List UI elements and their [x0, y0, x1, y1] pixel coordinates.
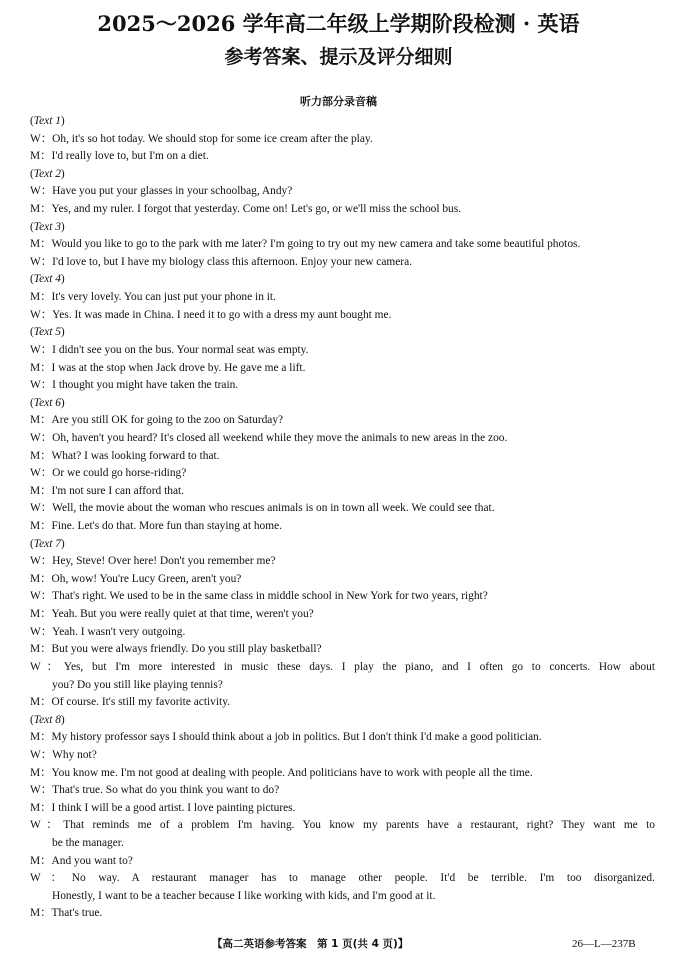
dialogue-text: Have you put your glasses in your schoolbag, Andy?	[52, 185, 293, 198]
dialogue-line	[30, 800, 655, 818]
speaker-label: M	[30, 520, 41, 533]
footer-code: 26—L—237B	[572, 938, 636, 950]
speaker-label: W	[30, 590, 41, 603]
dialogue-line	[30, 307, 655, 325]
speaker-colon: ：	[40, 255, 53, 268]
speaker-colon: ：	[40, 731, 52, 744]
dialogue-line	[30, 430, 655, 448]
speaker-label: W	[30, 308, 41, 321]
speaker-colon: ：	[40, 696, 52, 709]
dialogue-line	[30, 765, 655, 783]
text-label	[30, 324, 655, 342]
dialogue-text: I'd really love to, but I'm on a diet.	[51, 150, 209, 163]
speaker-colon: ：	[40, 643, 52, 656]
speaker-colon: ：	[40, 872, 72, 885]
speaker-label: W	[30, 872, 41, 885]
speaker-colon: ：	[40, 150, 52, 163]
listening-transcript	[30, 113, 655, 923]
dialogue-line	[30, 360, 655, 378]
dialogue-line	[30, 747, 655, 765]
text-label-name: Text 3	[33, 220, 61, 233]
open-paren: (	[30, 220, 34, 233]
close-paren: )	[60, 326, 65, 339]
speaker-label: M	[30, 907, 41, 920]
dialogue-text: Fine. Let's do that. More fun than staying at home.	[51, 520, 283, 533]
dialogue-line	[30, 289, 655, 307]
dialogue-line	[30, 659, 655, 677]
dialogue-text: No way. A restaurant manager has to manage other people. It'd be terrible. I'm too disorganized.	[71, 872, 655, 885]
text-label	[30, 271, 655, 289]
text-label-name: Text 4	[33, 273, 61, 286]
open-paren: (	[30, 713, 34, 726]
speaker-label: W	[30, 748, 41, 761]
speaker-label: W	[30, 784, 41, 797]
text-label-name: Text 6	[33, 396, 61, 409]
speaker-label: M	[30, 203, 41, 216]
open-paren: (	[30, 396, 34, 409]
speaker-colon: ：	[40, 555, 53, 568]
speaker-label: W	[30, 819, 41, 832]
speaker-label: M	[30, 766, 41, 779]
dialogue-text: That's true.	[51, 907, 103, 920]
speaker-colon: ：	[40, 766, 52, 779]
speaker-label: M	[30, 484, 41, 497]
dialogue-line	[30, 448, 655, 466]
dialogue-text: I'd love to, but I have my biology class this afternoon. Enjoy your new camera.	[52, 255, 412, 268]
dialogue-continuation: Honestly, I want to be a teacher because I like working with kids, and I'm good at it.	[52, 889, 436, 902]
dialogue-continuation: be the manager.	[52, 836, 124, 849]
speaker-label: W	[30, 555, 41, 568]
dialogue-line	[30, 500, 655, 518]
dialogue-text: Hey, Steve! Over here! Don't you remember me?	[52, 555, 276, 568]
speaker-label: W	[30, 625, 41, 638]
open-paren: (	[30, 273, 34, 286]
dialogue-text: You know me. I'm not good at dealing with people. And politicians have to work with people all the time.	[51, 766, 533, 779]
close-paren: )	[60, 220, 65, 233]
dialogue-text: I was at the stop when Jack drove by. He gave me a lift.	[51, 361, 306, 374]
dialogue-text: I'm not sure I can afford that.	[51, 484, 185, 497]
dialogue-text: Would you like to go to the park with me later? I'm going to try out my new camera and take some beautiful photos.	[51, 238, 581, 251]
speaker-colon: ：	[40, 467, 53, 480]
speaker-label: W	[30, 502, 41, 515]
speaker-colon: ：	[40, 748, 53, 761]
speaker-colon: ：	[40, 907, 52, 920]
speaker-colon: ：	[40, 502, 53, 515]
dialogue-text: Yes, but I'm more interested in music these days. I play the piano, and I often go to concerts. How about	[63, 660, 655, 673]
dialogue-line	[30, 729, 655, 747]
dialogue-text: Oh, wow! You're Lucy Green, aren't you?	[51, 572, 242, 585]
speaker-label: M	[30, 150, 41, 163]
speaker-label: M	[30, 608, 41, 621]
dialogue-line	[30, 183, 655, 201]
speaker-label: M	[30, 731, 41, 744]
dialogue-text: Yeah. But you were really quiet at that time, weren't you?	[51, 608, 314, 621]
text-label-name: Text 8	[33, 713, 61, 726]
speaker-colon: ：	[40, 854, 52, 867]
speaker-colon: ：	[40, 608, 52, 621]
dialogue-text: Why not?	[52, 748, 97, 761]
document-subtitle: 参考答案、提示及评分细则	[224, 46, 453, 68]
speaker-colon: ：	[40, 132, 53, 145]
speaker-colon: ：	[40, 520, 52, 533]
close-paren: )	[60, 396, 65, 409]
speaker-colon: ：	[40, 784, 53, 797]
speaker-colon: ：	[40, 590, 53, 603]
dialogue-text: Yeah. I wasn't very outgoing.	[52, 625, 186, 638]
open-paren: (	[30, 326, 34, 339]
speaker-colon: ：	[40, 308, 53, 321]
speaker-colon: ：	[40, 361, 52, 374]
page-footer	[0, 936, 677, 952]
dialogue-text: That's right. We used to be in the same class in middle school in New York for two years, right?	[52, 590, 488, 603]
text-label	[30, 712, 655, 730]
dialogue-text: It's very lovely. You can just put your phone in it.	[51, 291, 276, 304]
dialogue-text: Yes. It was made in China. I need it to go with a dress my aunt bought me.	[52, 308, 392, 321]
speaker-label: M	[30, 801, 41, 814]
speaker-label: W	[30, 132, 41, 145]
text-label	[30, 113, 655, 131]
speaker-colon: ：	[40, 449, 52, 462]
close-paren: )	[60, 115, 65, 127]
speaker-colon: ：	[40, 819, 64, 832]
dialogue-line	[30, 905, 655, 923]
dialogue-text: That's true. So what do you think you want to do?	[52, 784, 280, 797]
dialogue-text: Well, the movie about the woman who rescues animals is on in town all week. We could see that.	[52, 502, 495, 515]
speaker-colon: ：	[40, 203, 52, 216]
dialogue-text: Of course. It's still my favorite activity.	[51, 696, 231, 709]
speaker-label: M	[30, 449, 41, 462]
speaker-colon: ：	[40, 625, 53, 638]
dialogue-line	[30, 641, 655, 659]
speaker-label: M	[30, 361, 41, 374]
dialogue-continuation: you? Do you still like playing tennis?	[52, 678, 223, 691]
speaker-colon: ：	[40, 379, 53, 392]
text-label	[30, 166, 655, 184]
text-label	[30, 536, 655, 554]
dialogue-line	[30, 148, 655, 166]
dialogue-text: What? I was looking forward to that.	[51, 449, 220, 462]
speaker-label: M	[30, 572, 41, 585]
speaker-label: W	[30, 255, 41, 268]
dialogue-line	[30, 571, 655, 589]
dialogue-text: Oh, it's so hot today. We should stop for some ice cream after the play.	[52, 132, 373, 145]
dialogue-line	[30, 465, 655, 483]
speaker-label: W	[30, 343, 41, 356]
speaker-colon: ：	[40, 484, 52, 497]
dialogue-line	[30, 870, 655, 888]
dialogue-text: But you were always friendly. Do you still play basketball?	[51, 643, 322, 656]
close-paren: )	[60, 713, 65, 726]
close-paren: )	[60, 167, 65, 180]
speaker-colon: ：	[40, 291, 52, 304]
speaker-label: M	[30, 238, 41, 251]
dialogue-text: I didn't see you on the bus. Your normal seat was empty.	[52, 343, 309, 356]
dialogue-line	[30, 377, 655, 395]
speaker-colon: ：	[40, 185, 53, 198]
open-paren: (	[30, 167, 34, 180]
speaker-colon: ：	[40, 572, 52, 585]
speaker-label: M	[30, 291, 41, 304]
dialogue-line	[30, 853, 655, 871]
text-label-name: Text 5	[33, 326, 61, 339]
text-label	[30, 395, 655, 413]
footer-page-info: 【高二英语参考答案 第 1 页(共 4 页)】	[212, 938, 409, 950]
text-label	[30, 219, 655, 237]
section-title: 听力部分录音稿	[300, 95, 377, 108]
dialogue-text: That reminds me of a problem I'm having. You know my parents have a restaurant, right? They want me to	[63, 819, 655, 832]
dialogue-text: And you want to?	[51, 854, 133, 867]
text-label-name: Text 1	[33, 115, 61, 127]
close-paren: )	[60, 537, 65, 550]
dialogue-line	[30, 606, 655, 624]
speaker-label: W	[30, 185, 41, 198]
dialogue-line	[30, 588, 655, 606]
speaker-label: M	[30, 854, 41, 867]
dialogue-line	[30, 201, 655, 219]
speaker-label: M	[30, 414, 41, 427]
speaker-colon: ：	[40, 238, 52, 251]
close-paren: )	[60, 273, 65, 286]
speaker-colon: ：	[40, 660, 64, 673]
text-label-name: Text 2	[33, 167, 61, 180]
dialogue-text: I think I will be a good artist. I love painting pictures.	[51, 801, 296, 814]
dialogue-text: Are you still OK for going to the zoo on Saturday?	[51, 414, 284, 427]
dialogue-line	[30, 518, 655, 536]
dialogue-line	[30, 553, 655, 571]
dialogue-line	[30, 412, 655, 430]
dialogue-text: My history professor says I should think about a job in politics. But I don't think I'd make a good politician.	[51, 731, 542, 744]
document-title: 2025～2026 学年高二年级上学期阶段检测 · 英语	[97, 11, 580, 36]
dialogue-line	[30, 624, 655, 642]
dialogue-line	[30, 817, 655, 835]
text-label-name: Text 7	[33, 537, 61, 550]
speaker-colon: ：	[40, 431, 53, 444]
dialogue-text: I thought you might have taken the train.	[52, 379, 239, 392]
speaker-label: W	[30, 379, 41, 392]
speaker-colon: ：	[40, 801, 52, 814]
dialogue-line	[30, 254, 655, 272]
dialogue-line	[30, 131, 655, 149]
dialogue-text: Yes, and my ruler. I forgot that yesterday. Come on! Let's go, or we'll miss the school bus.	[51, 203, 462, 216]
open-paren: (	[30, 537, 34, 550]
dialogue-text: Oh, haven't you heard? It's closed all weekend while they move the animals to new areas in the zoo.	[52, 431, 508, 444]
speaker-colon: ：	[40, 343, 53, 356]
dialogue-line	[30, 342, 655, 360]
dialogue-text: Or we could go horse-riding?	[52, 467, 187, 480]
speaker-label: W	[30, 431, 41, 444]
dialogue-line	[30, 483, 655, 501]
dialogue-line	[30, 236, 655, 254]
dialogue-line	[30, 694, 655, 712]
open-paren: (	[30, 115, 34, 127]
speaker-colon: ：	[40, 414, 52, 427]
speaker-label: W	[30, 660, 41, 673]
speaker-label: W	[30, 467, 41, 480]
speaker-label: M	[30, 696, 41, 709]
speaker-label: M	[30, 643, 41, 656]
dialogue-line	[30, 782, 655, 800]
